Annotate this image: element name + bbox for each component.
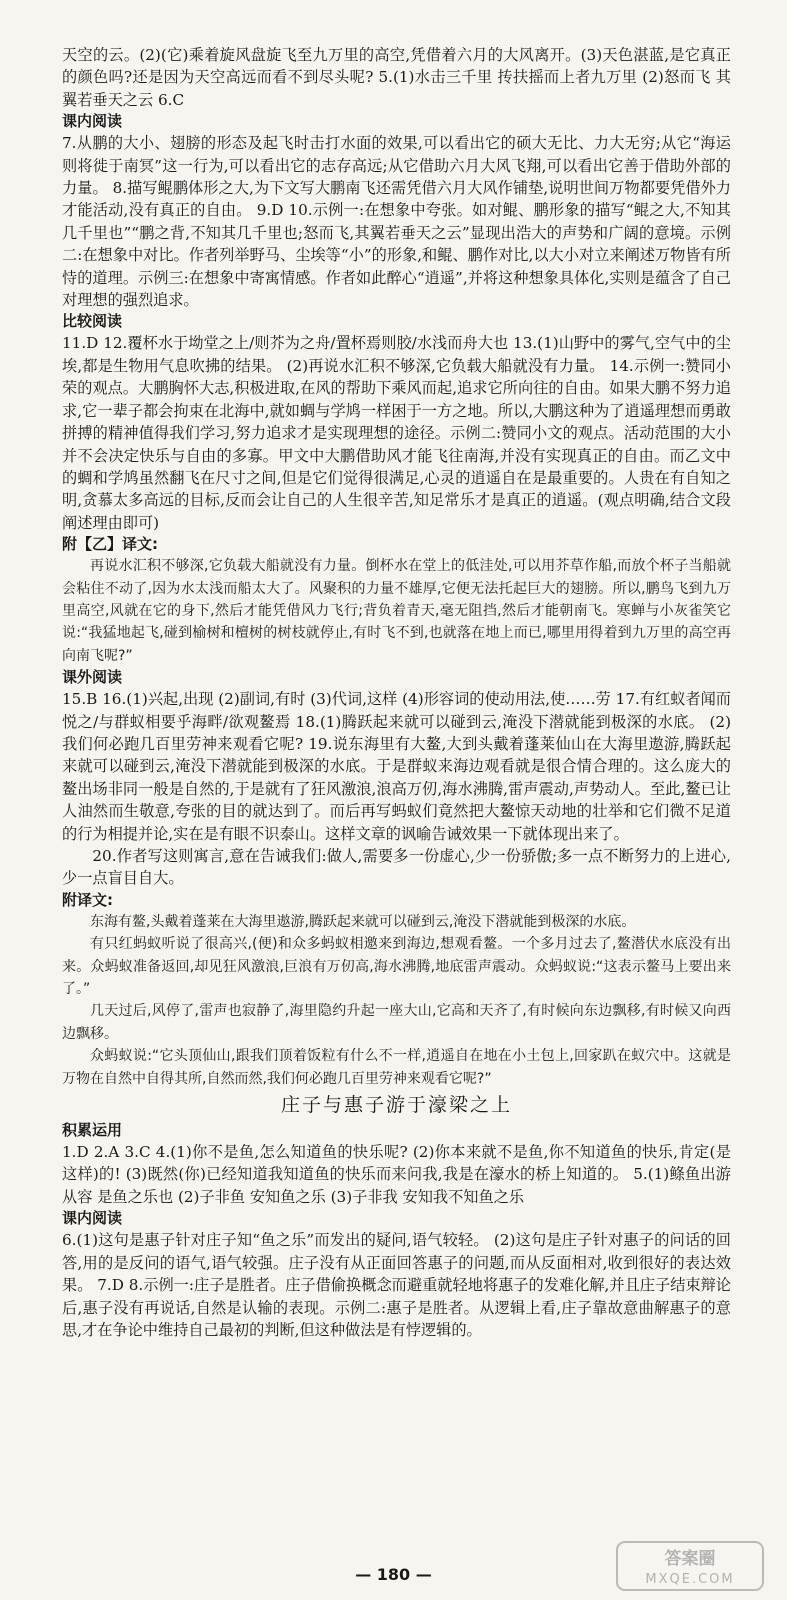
- section-heading-in-class-reading: 课内阅读: [62, 112, 123, 131]
- section-heading-in-class-reading-2: 课内阅读: [62, 1209, 123, 1228]
- svg-text:答案圈: 答案圈: [664, 1549, 716, 1569]
- translation-para-2: 有只红蚂蚁听说了很高兴,(便)和众多蚂蚁相邀来到海边,想观看鳌。一个多月过去了,鳌潜伏水底没有出来。众蚂蚁准备返回,却见狂风激浪,巨浪有万仞高,海水沸腾,地底雷声震动。众蚂蚁说:“这表示鳌马上要出来了。”: [62, 936, 731, 998]
- answer-text-1-5: 1.D 2.A 3.C 4.(1)你不是鱼,怎么知道鱼的快乐呢? (2)你本来就不是鱼,你不知道鱼的快乐,肯定(是这样)的! (3)既然(你)已经知道我知道鱼的快乐而来问我,我是在濠水的桥上知道的。 5.(1)鲦鱼出游从容 是鱼之乐也 (2)子非鱼 安知鱼之乐 (3)子非我 安知我不知鱼之乐: [62, 1143, 731, 1206]
- watermark-logo: [615, 1540, 765, 1592]
- section-heading-comparative-reading: 比较阅读: [62, 312, 123, 331]
- section-heading-extracurricular-reading: 课外阅读: [62, 668, 123, 687]
- section-heading-translation: 附译文:: [62, 890, 113, 909]
- answer-text-11-14: 11.D 12.覆杯水于坳堂之上/则芥为之舟/置杯焉则胶/水浅而舟大也 13.(1)山野中的雾气,空气中的尘埃,都是生物用气息吹拂的结果。 (2)再说水汇积不够深,它负载大船就没有力量。 14.示例一:赞同小荣的观点。大鹏胸怀大志,积极进取,在风的帮助下乘风而起,追求它所向往的自由。如果大鹏不努力追求,它一辈子都会拘束在北海中,就如蜩与学鸠一样困于一方之地。所以,大鹏这种为了逍遥理想而勇敢拼搏的精神值得我们学习,努力追求才是实现理想的途径。示例二:赞同小文的观点。活动范围的大小并不会决定快乐与自由的多寡。甲文中大鹏借助风才能飞往南海,并没有实现真正的自由。而乙文中的蜩和学鸠虽然翻飞在尺寸之间,但是它们觉得很满足,心灵的逍遥自在是最重要的。人贵在有自知之明,贪慕太多高远的目标,反而会让自己的人生很辛苦,知足常乐才是真正的逍遥。(观点明确,结合文段阐述理由即可): [62, 334, 731, 532]
- answer-text-15-19: 15.B 16.(1)兴起,出现 (2)副词,有时 (3)代词,这样 (4)形容词的使动用法,使……劳 17.有红蚁者闻而悦之/与群蚁相要乎海畔/欲观鳌焉 18.(1)腾跃起来就可以碰到云,淹没下潜就能到极深的水底。 (2)我们何必跑几百里劳神来观看它呢? 19.说东海里有大鳌,大到头戴着蓬莱仙山在大海里遨游,腾跃起来就可以碰到云,淹没下潜就能到极深的水底。于是群蚁来海边观看就是很合情合理的。这么庞大的鳌出场非同一般是自然的,于是就有了狂风激浪,浪高万仞,海水沸腾,雷声震动,声势动人。至此,鳌已让人油然而生敬意,夸张的目的就达到了。而后再写蚂蚁们竟然把大鳌惊天动地的壮举和它们微不足道的行为相提并论,实在是有眼不识泰山。这样文章的讽喻告诫效果一下就体现出来了。: [62, 690, 731, 843]
- section-heading-accumulation: 积累运用: [62, 1121, 123, 1140]
- answer-page: [62, 44, 731, 1600]
- page-number: — 180 —: [355, 1565, 432, 1584]
- translation-para-4: 众蚂蚁说:“它头顶仙山,跟我们顶着饭粒有什么不一样,逍遥自在地在小土包上,回家趴在蚁穴中。这就是万物在自然中自得其所,自然而然,我们何必跑几百里劳神来观看它呢?”: [62, 1048, 731, 1087]
- answer-text-top: 天空的云。(2)(它)乘着旋风盘旋飞至九万里的高空,凭借着六月的大风离开。(3)天色湛蓝,是它真正的颜色吗?还是因为天空高远而看不到尽头呢? 5.(1)水击三千里 抟扶摇而上者九万里 (2)怒而飞 其翼若垂天之云 6.C: [62, 46, 731, 109]
- translation-para-3: 几天过后,风停了,雷声也寂静了,海里隐约升起一座大山,它高和天齐了,有时候向东边飘移,有时候又向西边飘移。: [62, 1003, 731, 1042]
- answer-text-6-8: 6.(1)这句是惠子针对庄子知“鱼之乐”而发出的疑问,语气较轻。 (2)这句是庄子针对惠子的问话的回答,用的是反问的语气,语气较强。庄子没有从正面回答惠子的问题,而从反面相对,收到很好的表达效果。 7.D 8.示例一:庄子是胜者。庄子借偷换概念而避重就轻地将惠子的发难化解,并且庄子结束辩论后,惠子没有再说话,自然是认输的表现。示例二:惠子是胜者。从逻辑上看,庄子靠故意曲解惠子的意思,才在争论中维持自己最初的判断,但这种做法是有悖逻辑的。: [62, 1231, 731, 1339]
- svg-text:MXQE.COM: MXQE.COM: [645, 1572, 735, 1587]
- translation-b-text: 再说水汇积不够深,它负载大船就没有力量。倒杯水在堂上的低洼处,可以用芥草作船,而放个杯子当船就会粘住不动了,因为水太浅而船太大了。风聚积的力量不雄厚,它便无法托起巨大的翅膀。所以,鹏鸟飞到九万里高空,风就在它的身下,然后才能凭借风力飞行;背负着青天,毫无阻挡,然后才能朝南飞。寒蝉与小灰雀笑它说:“我猛地起飞,碰到榆树和檀树的树枝就停止,有时飞不到,也就落在地上而已,哪里用得着到九万里的高空再向南飞呢?”: [62, 558, 731, 664]
- lesson-title: 庄子与惠子游于濠梁之上: [280, 1094, 512, 1117]
- section-heading-translation-b: 附【乙】译文:: [62, 535, 158, 554]
- translation-para-1: 东海有鳌,头戴着蓬莱在大海里遨游,腾跃起来就可以碰到云,淹没下潜就能到极深的水底。: [90, 913, 636, 930]
- answer-text-7-10: 7.从鹏的大小、翅膀的形态及起飞时击打水面的效果,可以看出它的硕大无比、力大无穷;从它“海运则将徙于南冥”这一行为,可以看出它的志存高远;从它借助六月大风飞翔,可以看出它善于借助外部的力量。 8.描写鲲鹏体形之大,为下文写大鹏南飞还需凭借六月大风作铺垫,说明世间万物都要凭借外力才能活动,没有真正的自由。 9.D 10.示例一:在想象中夸张。如对鲲、鹏形象的描写“鲲之大,不知其几千里也”“鹏之背,不知其几千里也;怒而飞,其翼若垂天之云”显现出浩大的声势和广阔的意境。示例二:在想象中对比。作者列举野马、尘埃等“小”的形象,和鲲、鹏作对比,以大小对立来阐述万物皆有所恃的道理。示例三:在想象中寄寓情感。作者如此醉心“逍遥”,并将这种想象具体化,实则是蕴含了自己对理想的强烈追求。: [62, 134, 731, 310]
- answer-text-20: 20.作者写这则寓言,意在告诫我们:做人,需要多一份虚心,少一份骄傲;多一点不断努力的上进心,少一点盲目自大。: [62, 847, 731, 888]
